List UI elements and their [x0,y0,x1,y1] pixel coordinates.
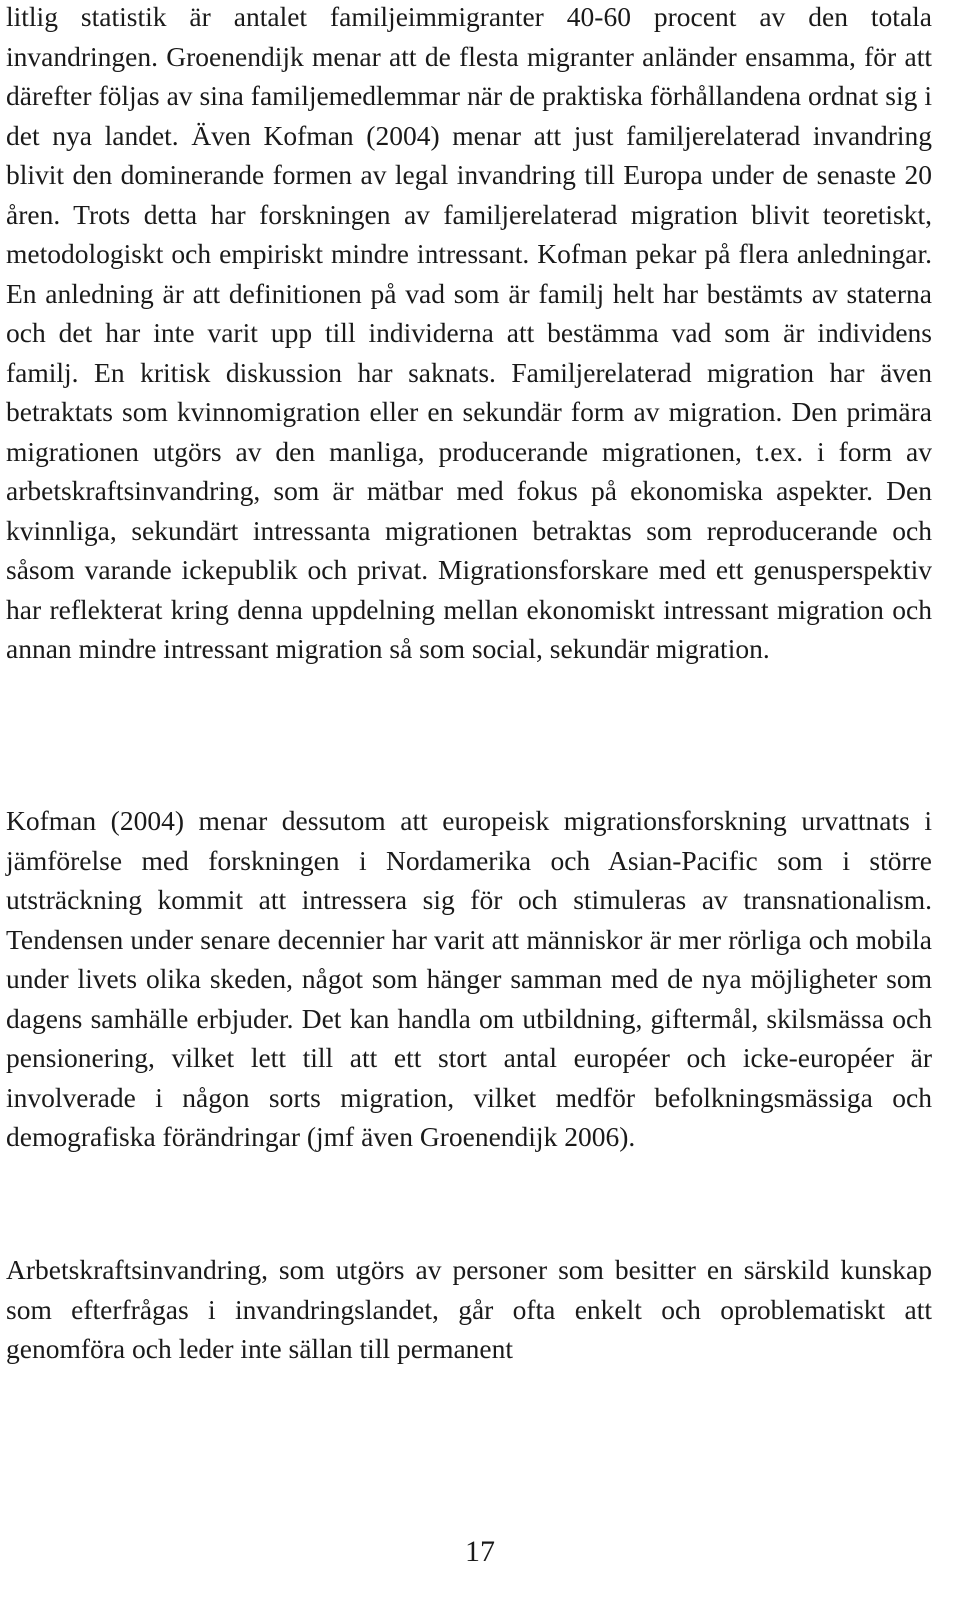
body-paragraph-1: litlig statistik är antalet familjeimmigranter 40-60 procent av den totala invandringen. Groenendijk menar att de flesta migranter anländer ensamma, för att därefter följas av sina familjemedlemmar när de praktiska förhållandena ordnat sig i det nya landet. Även Kofman (2004) menar att just familjerelaterad invandring blivit den dominerande formen av legal invandring till Europa under de senaste 20 åren. Trots detta har forskningen av familjerelaterad migration blivit teoretiskt, metodologiskt och empiriskt mindre intressant. Kofman pekar på flera anledningar. En anledning är att definitionen på vad som är familj helt har bestämts av staterna och det har inte varit upp till individerna att bestämma vad som är individens familj. En kritisk diskussion har saknats. Familjerelaterad migration har även betraktats som kvinnomigration eller en sekundär form av migration. Den primära migrationen utgörs av den manliga, producerande migrationen, t.ex. i form av arbetskraftsinvandring, som är mätbar med fokus på ekonomiska aspekter. Den kvinnliga, sekundärt intressanta migrationen betraktas som reproducerande och såsom varande ickepublik och privat. Migrationsforskare med ett genusperspektiv har reflekterat kring denna uppdelning mellan ekonomiskt intressant migration och annan mindre intressant migration så som social, sekundär migration. [6,1,932,664]
body-paragraph-2: Kofman (2004) menar dessutom att europeisk migrationsforskning urvattnats i jämförelse med forskningen i Nordamerika och Asian-Pacific som i större utsträckning kommit att intressera sig för och stimuleras av transnationalism. Tendensen under senare decennier har varit att människor är mer rörliga och mobila under livets olika skeden, något som hänger samman med de nya möjligheter som dagens samhälle erbjuder. Det kan handla om utbildning, giftermål, skilsmässa och pensionering, vilket lett till att ett stort antal européer och icke-européer är involverade i någon sorts migration, vilket medför befolkningsmässiga och demografiska förändringar (jmf även Groenendijk 2006). [6,805,932,1152]
page-number: 17 [465,1535,495,1568]
body-paragraph-3: Arbetskraftsinvandring, som utgörs av personer som besitter en särskild kunskap som efterfrågas i invandringslandet, går ofta enkelt och oproblematiskt att genomföra och leder inte sällan till permanent [6,1254,932,1364]
